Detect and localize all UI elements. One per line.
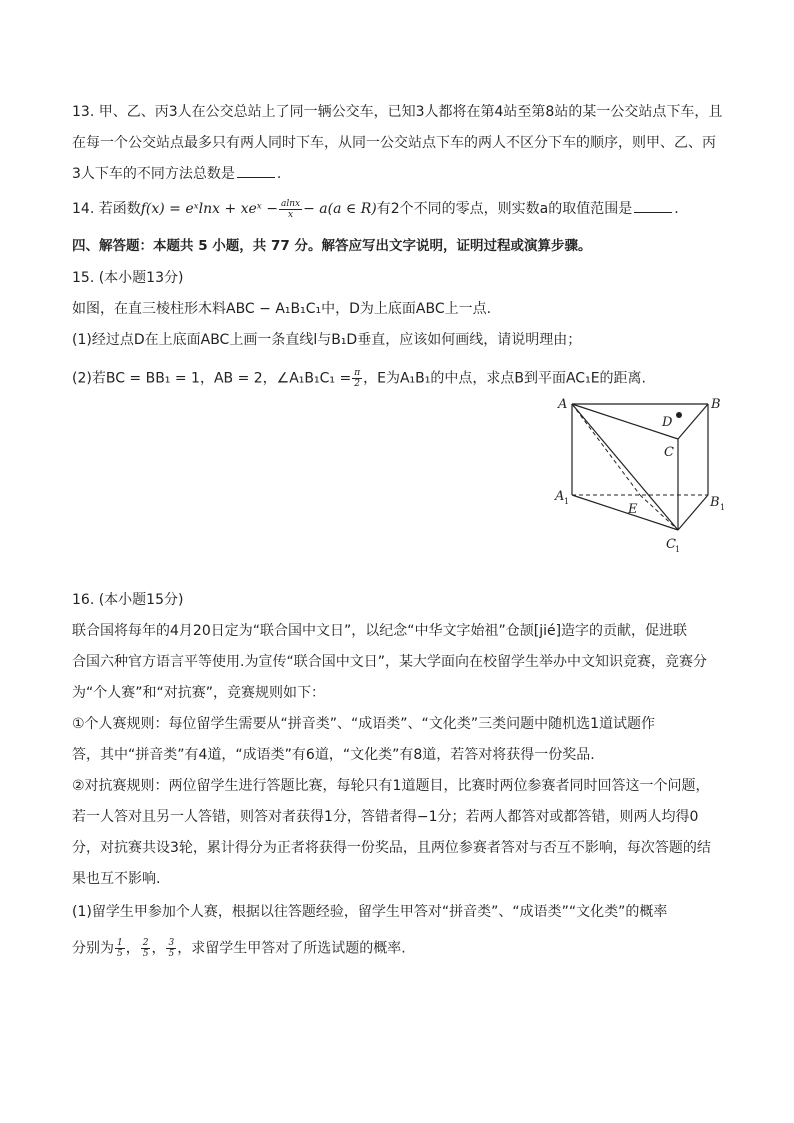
q14-formula-a: f(x) = eˣlnx + xeˣ −: [140, 201, 278, 217]
q14-frac-num: alnx: [280, 198, 301, 209]
q16-para-1: 联合国将每年的4月20日定为“联合国中文日”，以纪念“中华文字始祖”仓颉[jié]造字的贡献，促进联: [72, 623, 688, 639]
q15-part-1: (1)经过点D在上底面ABC上画一条直线l与B₁D垂直，应该如何画线，请说明理由；: [72, 332, 582, 348]
edge-a1c1: [572, 495, 678, 530]
q14-prefix: 14. 若函数: [72, 201, 141, 217]
q15-part-2-b: ，E为A₁B₁的中点，求点B到平面AC₁E的距离.: [363, 370, 646, 387]
edge-cb: [678, 404, 708, 439]
label-a1-sub: 1: [564, 497, 570, 506]
q13-line-3-text: 3人下车的不同方法总数是: [72, 166, 235, 182]
q16-sub-1a: (1)留学生甲参加个人赛，根据以往答题经验，留学生甲答对“拼音类”、“成语类”“文化类”的概率: [72, 904, 668, 920]
label-b1-sub: 1: [720, 503, 726, 512]
fraction-3-den: 5: [168, 949, 175, 959]
q16-rule-2a: ②对抗赛规则：两位留学生进行答题比赛，每轮只有1道题目，比赛时两位参赛者同时回答这一个问题，: [72, 778, 710, 794]
fraction-1: [115, 938, 125, 959]
label-b: B: [711, 397, 721, 412]
q16-sub-1b-pre: 分别为: [72, 940, 114, 957]
q13-line-1: 13. 甲、乙、丙3人在公交总站上了同一辆公交车，已知3人都将在第4站至第8站的某一公交站点下车，且: [72, 104, 723, 120]
q16-rule-2d: 果也互不影响.: [72, 871, 161, 887]
q13-line-2: 在每一个公交站点最多只有两人同时下车，从同一公交站点下车的两人不区分下车的顺序，则甲、乙、丙: [72, 135, 716, 151]
q14-frac-den: x: [287, 209, 294, 220]
point-d: [676, 412, 682, 418]
label-c1: C: [666, 537, 676, 552]
edge-ae-hidden: [572, 404, 640, 495]
edge-c1b1: [678, 495, 708, 530]
q15-part-2-a: (2)若BC = BB₁ = 1，AB = 2，∠A₁B₁C₁ =: [72, 370, 352, 387]
label-a1: A: [555, 489, 565, 504]
q15-heading: 15. (本小题13分): [72, 270, 184, 286]
fraction-2: [141, 938, 151, 959]
answer-blank: [237, 163, 275, 178]
q14-end: .: [674, 201, 679, 217]
fraction-2-num: 2: [142, 938, 149, 948]
label-c: C: [664, 445, 674, 460]
q13-line-3: [72, 163, 722, 184]
q15-part-2: [72, 368, 722, 389]
label-a: A: [558, 397, 568, 412]
q16-rule-1b: 答，其中“拼音类”有4道，“成语类”有6道，“文化类”有8道，若答对将获得一份奖品.: [72, 747, 595, 763]
section-heading: 四、解答题：本题共 5 小题，共 77 分。解答应写出文字说明，证明过程或演算步骤。: [72, 238, 592, 254]
q16-sub-1b-post: ，求留学生甲答对了所选试题的概率.: [177, 940, 406, 957]
label-b1: B: [710, 495, 720, 510]
answer-blank: [634, 198, 672, 213]
edge-ec1-hidden: [640, 495, 678, 530]
q14-line: [72, 198, 722, 220]
fraction-1-den: 5: [117, 949, 123, 959]
fraction-1-num: 1: [117, 938, 123, 948]
q14-formula-b: − a(a ∈ R): [303, 201, 377, 217]
q15-frac-den: 2: [354, 379, 361, 389]
q16-rule-2c: 分，对抗赛共设3轮，累计得分为正者将获得一份奖品，且两位参赛者答对与否互不影响，每次答题的结: [72, 840, 711, 856]
q15-frac-num: π: [354, 368, 361, 378]
prism-figure: [550, 392, 730, 562]
q16-para-3: 为“个人赛”和“对抗赛”，竞赛规则如下：: [72, 685, 326, 701]
q15-fraction: [352, 368, 362, 389]
fraction-2-den: 5: [142, 949, 149, 959]
q14-fraction: [279, 199, 302, 220]
label-c1-sub: 1: [675, 545, 681, 554]
q15-intro: 如图，在直三棱柱形木料ABC − A₁B₁C₁中，D为上底面ABC上一点.: [72, 301, 492, 317]
q16-heading: 16. (本小题15分): [72, 592, 184, 608]
q16-rule-1a: ①个人赛规则：每位留学生需要从“拼音类”、“成语类”、“文化类”三类问题中随机选1道试题作: [72, 716, 655, 732]
label-e: E: [628, 502, 638, 517]
q16-sub-1b: 分别为 $\frac{1}{5}$ ， $\frac{2}{5}$ ， $\frac{3}{5}$ ，求留学生甲答对了所选试题的概率.: [72, 938, 406, 959]
fraction-3-num: 3: [168, 938, 175, 948]
q14-suffix: 有2个不同的零点，则实数a的取值范围是: [376, 201, 633, 217]
label-d: D: [662, 415, 673, 430]
fraction-3: [166, 938, 176, 959]
q13-line-3-end: .: [276, 166, 282, 182]
q16-para-2: 合国六种官方语言平等使用.为宣传“联合国中文日”，某大学面向在校留学生举办中文知识竞赛，竞赛分: [72, 654, 707, 670]
q16-rule-2b: 若一人答对且另一人答错，则答对者获得1分，答错者得−1分；若两人都答对或都答错，则两人均得0: [72, 809, 699, 825]
